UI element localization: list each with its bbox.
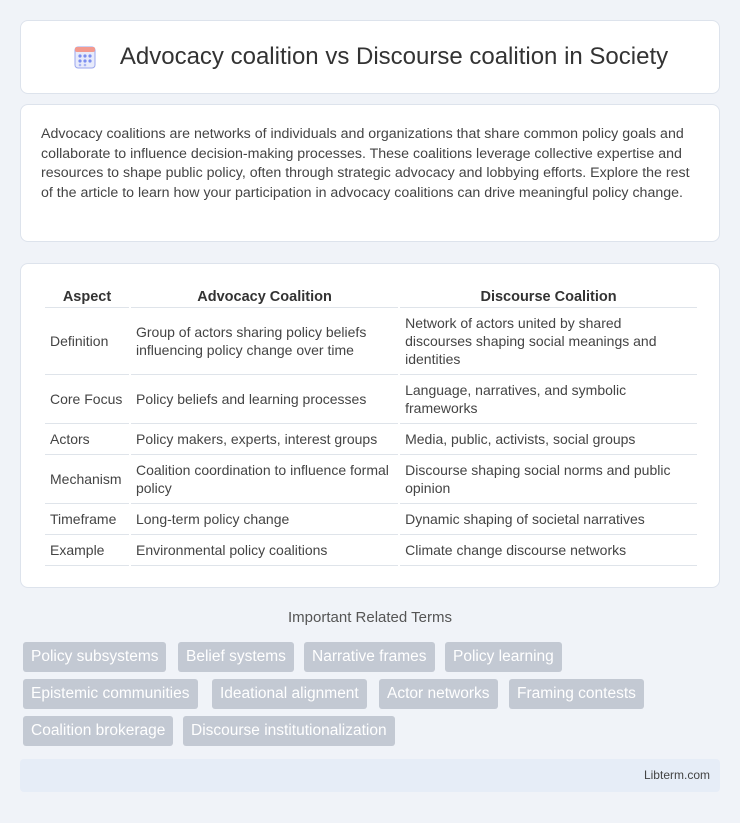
table-row — [45, 455, 697, 504]
table-row — [45, 535, 697, 566]
tag-belief-systems[interactable]: Belief systems — [178, 642, 294, 672]
header-discourse: Discourse Coalition — [400, 286, 697, 308]
row-aspect: Timeframe — [45, 504, 129, 535]
tag-coalition-brokerage[interactable]: Coalition brokerage — [23, 716, 173, 746]
tag-framing-contests[interactable]: Framing contests — [509, 679, 644, 709]
tag-policy-subsystems[interactable]: Policy subsystems — [23, 642, 166, 672]
row-advocacy: Group of actors sharing policy beliefs influencing policy change over time — [131, 308, 398, 375]
comparison-table — [43, 286, 699, 566]
table-row — [45, 424, 697, 455]
footer-site-link[interactable]: Libterm.com — [643, 768, 710, 782]
row-advocacy: Policy beliefs and learning processes — [131, 375, 398, 424]
row-aspect: Core Focus — [45, 375, 129, 424]
row-aspect: Definition — [45, 308, 129, 375]
row-discourse: Language, narratives, and symbolic frameworks — [400, 375, 697, 424]
row-discourse: Discourse shaping social norms and public opinion — [400, 455, 697, 504]
intro-paragraph: Advocacy coalitions are networks of individuals and organizations that share common policy goals and collaborate to influence decision-making processes. These coalitions leverage collective expertise and resources to shape public policy, often through strategic advocacy and lobbying efforts. Explore the rest of the article to learn how your participation in advocacy coalitions can drive meaningful policy change. — [41, 126, 690, 201]
row-discourse: Media, public, activists, social groups — [400, 424, 697, 455]
row-aspect: Mechanism — [45, 455, 129, 504]
table-row — [45, 375, 697, 424]
header-card — [20, 20, 720, 94]
title-wrap — [72, 43, 668, 71]
row-discourse: Network of actors united by shared discourses shaping social meanings and identities — [400, 308, 697, 375]
row-advocacy: Environmental policy coalitions — [131, 535, 398, 566]
comparison-table-card — [20, 263, 720, 588]
header-advocacy: Advocacy Coalition — [131, 286, 398, 308]
table-header-row — [45, 286, 697, 308]
table-row — [45, 308, 697, 375]
row-aspect: Example — [45, 535, 129, 566]
page-title: Advocacy coalition vs Discourse coalition in Society — [119, 43, 669, 70]
tag-discourse-institutionalization[interactable]: Discourse institutionalization — [183, 716, 395, 746]
tag-policy-learning[interactable]: Policy learning — [445, 642, 562, 672]
tag-epistemic-communities[interactable]: Epistemic communities — [23, 679, 198, 709]
row-discourse: Climate change discourse networks — [400, 535, 697, 566]
row-advocacy: Policy makers, experts, interest groups — [131, 424, 398, 455]
tag-ideational-alignment[interactable]: Ideational alignment — [212, 679, 367, 709]
row-discourse: Dynamic shaping of societal narratives — [400, 504, 697, 535]
tag-actor-networks[interactable]: Actor networks — [379, 679, 498, 709]
tag-narrative-frames[interactable]: Narrative frames — [304, 642, 435, 672]
row-advocacy: Coalition coordination to influence formal policy — [131, 455, 398, 504]
intro-card — [20, 104, 720, 242]
footer-bar — [20, 759, 720, 792]
row-advocacy: Long-term policy change — [131, 504, 398, 535]
related-terms-title: Important Related Terms — [288, 609, 452, 626]
document-list-icon — [72, 44, 98, 70]
table-row — [45, 504, 697, 535]
header-aspect: Aspect — [45, 286, 129, 308]
row-aspect: Actors — [45, 424, 129, 455]
